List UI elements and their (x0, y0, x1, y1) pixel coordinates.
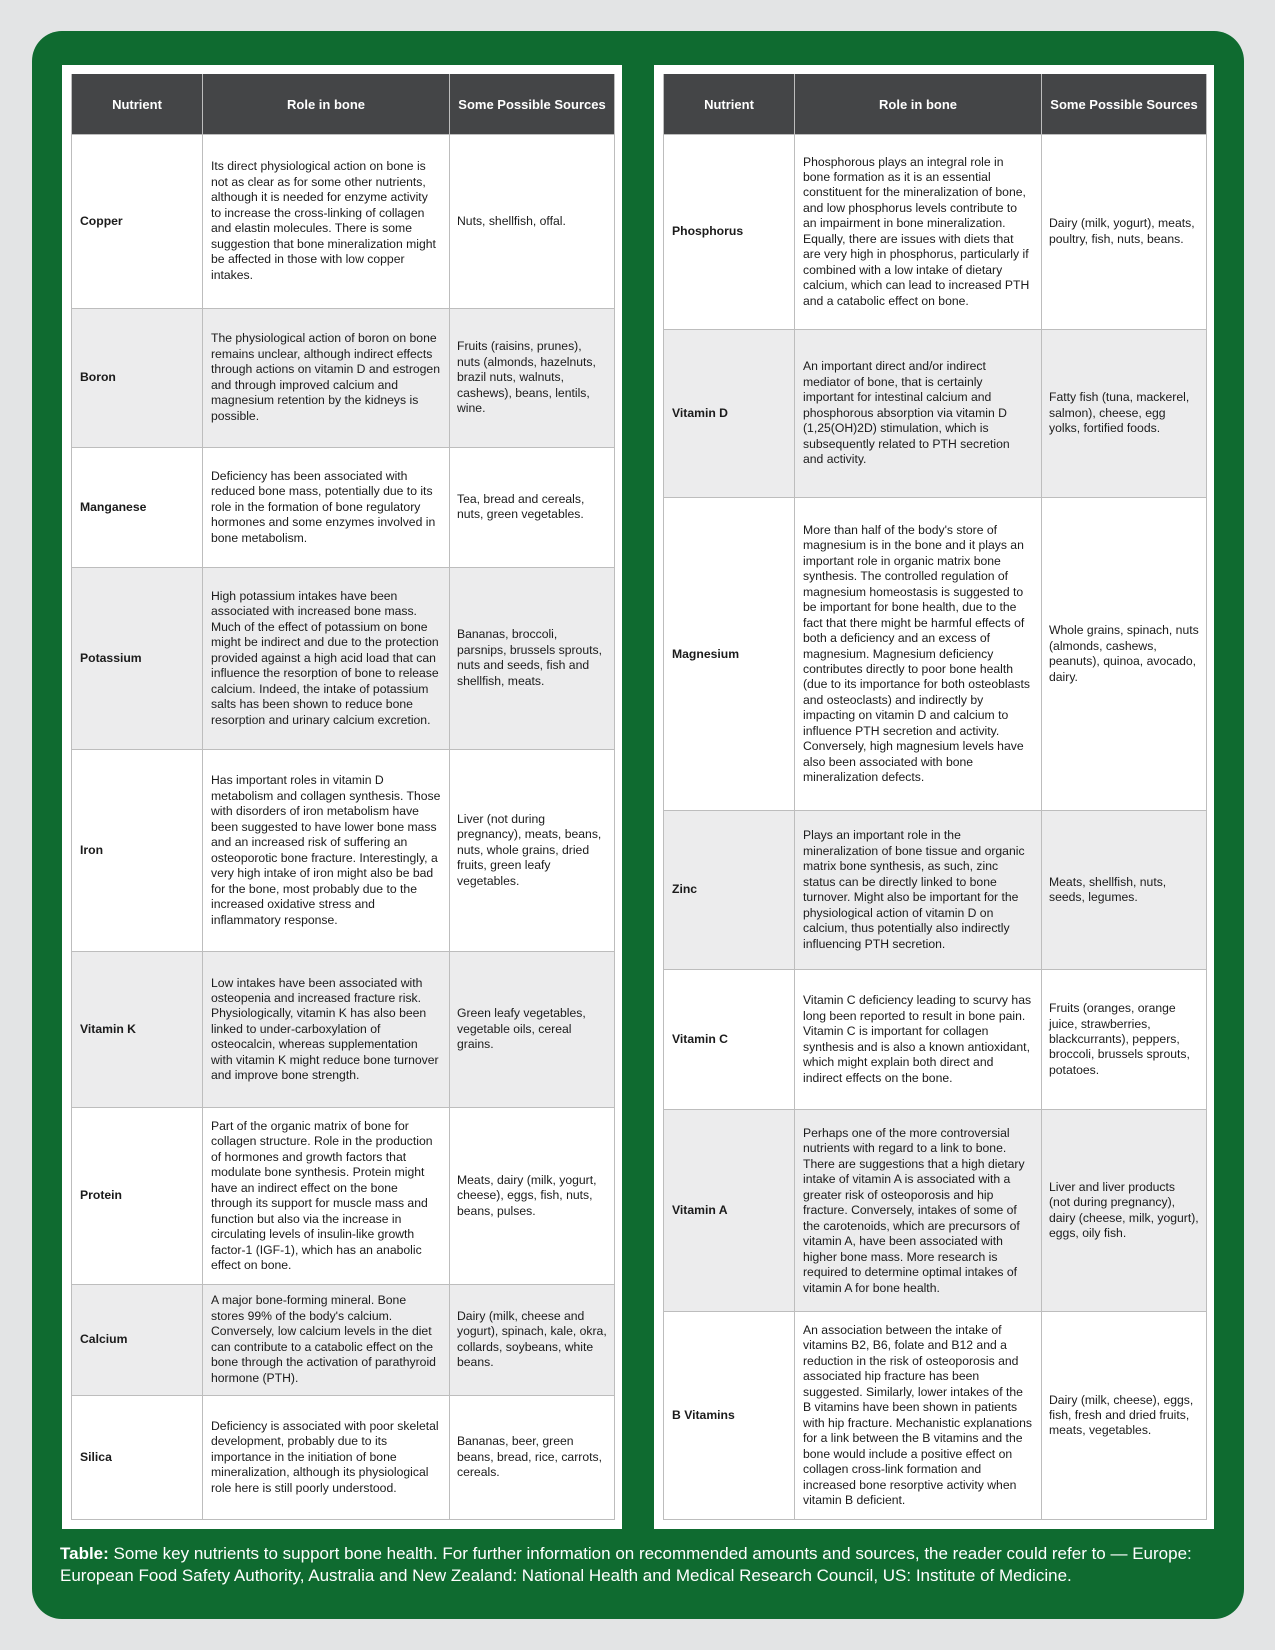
nutrient-sources: Fruits (raisins, prunes), nuts (almonds, hazelnuts, brazil nuts, walnuts, cashews), beans, lentils, wine. (450, 308, 615, 447)
table-row (72, 1285, 615, 1396)
nutrient-sources: Fruits (oranges, orange juice, strawberries, blackcurrants), peppers, broccoli, brussels sprouts, potatoes. (1042, 970, 1207, 1110)
nutrient-role: Low intakes have been associated with osteopenia and increased fracture risk. Physiologically, vitamin K has also been linked to under-carboxylation of osteocalcin, whereas supplementation with vitamin K might reduce bone turnover and improve bone strength. (203, 952, 450, 1108)
table-row (664, 329, 1207, 498)
left-panel (62, 65, 622, 1529)
nutrient-sources: Tea, bread and cereals, nuts, green vegetables. (450, 447, 615, 567)
nutrient-role: Part of the organic matrix of bone for collagen structure. Role in the production of hormones and growth factors that modulate bone synthesis. Protein might have an indirect effect on the bone through its support for muscle mass and function but also via the increase in circulating levels of insulin-like growth factor-1 (IGF-1), which has an anabolic effect on bone. (203, 1108, 450, 1285)
nutrient-role: An important direct and/or indirect mediator of bone, that is certainly important for intestinal calcium and phosphorous absorption via vitamin D (1,25(OH)2D) stimulation, which is subsequently related to PTH secretion and activity. (795, 329, 1042, 498)
header-nutrient: Nutrient (664, 74, 795, 135)
nutrient-role: An association between the intake of vitamins B2, B6, folate and B12 and a reduction in the risk of osteoporosis and associated hip fracture has been suggested. Similarly, lower intakes of the B vitamins have been shown in patients with hip fracture. Mechanistic explanations for a link between the B vitamins and the bone would include a positive effect on collagen cross-link formation and increased bone resorptive activity when vitamin B deficient. (795, 1312, 1042, 1520)
caption-text: Some key nutrients to support bone health. For further information on recommended amounts and sources, the reader could refer to — Europe: European Food Safety Authority, Australia and New Zealand: National Health and Medical Research Council, US: Institute of Medicine. (60, 1544, 1192, 1585)
nutrient-name: Potassium (72, 567, 203, 749)
nutrient-sources: Fatty fish (tuna, mackerel, salmon), cheese, egg yolks, fortified foods. (1042, 329, 1207, 498)
nutrient-sources: Bananas, broccoli, parsnips, brussels sprouts, nuts and seeds, fish and shellfish, meats. (450, 567, 615, 749)
nutrient-role: Perhaps one of the more controversial nutrients with regard to a link to bone. There are suggestions that a high dietary intake of vitamin A is associated with a greater risk of osteoporosis and hip fracture. Conversely, intakes of some of the carotenoids, which are precursors of vitamin A, have been associated with higher bone mass. More research is required to determine optimal intakes of vitamin A for bone health. (795, 1110, 1042, 1312)
nutrient-role: The physiological action of boron on bone remains unclear, although indirect effects through actions on vitamin D and estrogen and through improved calcium and magnesium retention by the kidneys is possible. (203, 308, 450, 447)
nutrient-role: Phosphorous plays an integral role in bone formation as it is an essential constituent for the mineralization of bone, and low phosphorus levels contribute to an impairment in bone mineralization. Equally, there are issues with diets that are very high in phosphorus, particularly if combined with a low intake of dietary calcium, which can lead to increased PTH and a catabolic effect on bone. (795, 135, 1042, 330)
header-row (72, 74, 615, 135)
nutrient-table-left (71, 74, 615, 1520)
nutrient-name: Vitamin A (664, 1110, 795, 1312)
nutrient-name: Vitamin D (664, 329, 795, 498)
nutrient-sources: Green leafy vegetables, vegetable oils, cereal grains. (450, 952, 615, 1108)
nutrient-sources: Dairy (milk, cheese), eggs, fish, fresh and dried fruits, meats, vegetables. (1042, 1312, 1207, 1520)
nutrient-role: More than half of the body's store of magnesium is in the bone and it plays an important role in organic matrix bone synthesis. The controlled regulation of magnesium homeostasis is suggested to be important for bone health, due to the fact that there might be harmful effects of both a deficiency and an excess of magnesium. Magnesium deficiency contributes directly to poor bone health (due to its importance for both osteoblasts and osteoclasts) and indirectly by impacting on vitamin D and calcium to influence PTH secretion and activity. Conversely, high magnesium levels have also been associated with bone mineralization defects. (795, 498, 1042, 811)
table-row (664, 970, 1207, 1110)
nutrient-role: Vitamin C deficiency leading to scurvy has long been reported to result in bone pain. Vitamin C is important for collagen synthesis and is also a known antioxidant, which might explain both direct and indirect effects on the bone. (795, 970, 1042, 1110)
table-caption (60, 1543, 1220, 1586)
table-row (72, 1395, 615, 1519)
nutrient-table-right (663, 74, 1207, 1520)
table-row (72, 567, 615, 749)
nutrient-sources: Liver (not during pregnancy), meats, beans, nuts, whole grains, dried fruits, green leafy vegetables. (450, 750, 615, 952)
table-row (664, 811, 1207, 970)
nutrient-name: Magnesium (664, 498, 795, 811)
nutrient-name: Iron (72, 750, 203, 952)
table-row (664, 1312, 1207, 1520)
table-row (664, 135, 1207, 330)
nutrient-role: Its direct physiological action on bone is not as clear as for some other nutrients, although it is needed for enzyme activity to increase the cross-linking of collagen and elastin molecules. There is some suggestion that bone mineralization might be affected in those with low copper intakes. (203, 135, 450, 309)
nutrient-name: Calcium (72, 1285, 203, 1396)
table-row (664, 498, 1207, 811)
table-row (664, 1110, 1207, 1312)
nutrient-sources: Dairy (milk, cheese and yogurt), spinach, kale, okra, collards, soybeans, white beans. (450, 1285, 615, 1396)
table-row (72, 135, 615, 309)
nutrient-name: Boron (72, 308, 203, 447)
nutrient-name: Copper (72, 135, 203, 309)
header-sources: Some Possible Sources (450, 74, 615, 135)
right-panel (654, 65, 1214, 1529)
nutrient-name: Silica (72, 1395, 203, 1519)
nutrient-name: Zinc (664, 811, 795, 970)
nutrient-role: Deficiency has been associated with reduced bone mass, potentially due to its role in the formation of bone regulatory hormones and some enzymes involved in bone metabolism. (203, 447, 450, 567)
header-role: Role in bone (795, 74, 1042, 135)
header-sources: Some Possible Sources (1042, 74, 1207, 135)
nutrient-name: Protein (72, 1108, 203, 1285)
caption-label: Table: (60, 1544, 109, 1563)
nutrient-name: Phosphorus (664, 135, 795, 330)
table-row (72, 750, 615, 952)
header-role: Role in bone (203, 74, 450, 135)
nutrient-name: Vitamin K (72, 952, 203, 1108)
header-row (664, 74, 1207, 135)
nutrient-sources: Meats, shellfish, nuts, seeds, legumes. (1042, 811, 1207, 970)
nutrient-sources: Bananas, beer, green beans, bread, rice, carrots, cereals. (450, 1395, 615, 1519)
nutrient-name: Vitamin C (664, 970, 795, 1110)
nutrient-sources: Dairy (milk, yogurt), meats, poultry, fish, nuts, beans. (1042, 135, 1207, 330)
nutrient-sources: Meats, dairy (milk, yogurt, cheese), eggs, fish, nuts, beans, pulses. (450, 1108, 615, 1285)
nutrient-role: Has important roles in vitamin D metabolism and collagen synthesis. Those with disorders of iron metabolism have been suggested to have lower bone mass and an increased risk of suffering an osteoporotic bone fracture. Interestingly, a very high intake of iron might also be bad for the bone, most probably due to the increased oxidative stress and inflammatory response. (203, 750, 450, 952)
nutrient-name: B Vitamins (664, 1312, 795, 1520)
nutrient-role: A major bone-forming mineral. Bone stores 99% of the body's calcium. Conversely, low calcium levels in the diet can contribute to a catabolic effect on the bone through the activation of parathyroid hormone (PTH). (203, 1285, 450, 1396)
table-row (72, 447, 615, 567)
table-row (72, 1108, 615, 1285)
nutrient-role: High potassium intakes have been associated with increased bone mass. Much of the effect of potassium on bone might be indirect and due to the protection provided against a high acid load that can influence the resorption of bone to release calcium. Indeed, the intake of potassium salts has been shown to reduce bone resorption and urinary calcium excretion. (203, 567, 450, 749)
nutrient-role: Plays an important role in the mineralization of bone tissue and organic matrix bone synthesis, as such, zinc status can be directly linked to bone turnover. Might also be important for the physiological action of vitamin D on calcium, thus potentially also indirectly influencing PTH secretion. (795, 811, 1042, 970)
green-frame (32, 31, 1244, 1619)
nutrient-role: Deficiency is associated with poor skeletal development, probably due to its importance in the initiation of bone mineralization, although its physiological role here is still poorly understood. (203, 1395, 450, 1519)
nutrient-sources: Whole grains, spinach, nuts (almonds, cashews, peanuts), quinoa, avocado, dairy. (1042, 498, 1207, 811)
nutrient-name: Manganese (72, 447, 203, 567)
nutrient-sources: Nuts, shellfish, offal. (450, 135, 615, 309)
nutrient-sources: Liver and liver products (not during pregnancy), dairy (cheese, milk, yogurt), eggs, oily fish. (1042, 1110, 1207, 1312)
header-nutrient: Nutrient (72, 74, 203, 135)
table-row (72, 952, 615, 1108)
table-row (72, 308, 615, 447)
